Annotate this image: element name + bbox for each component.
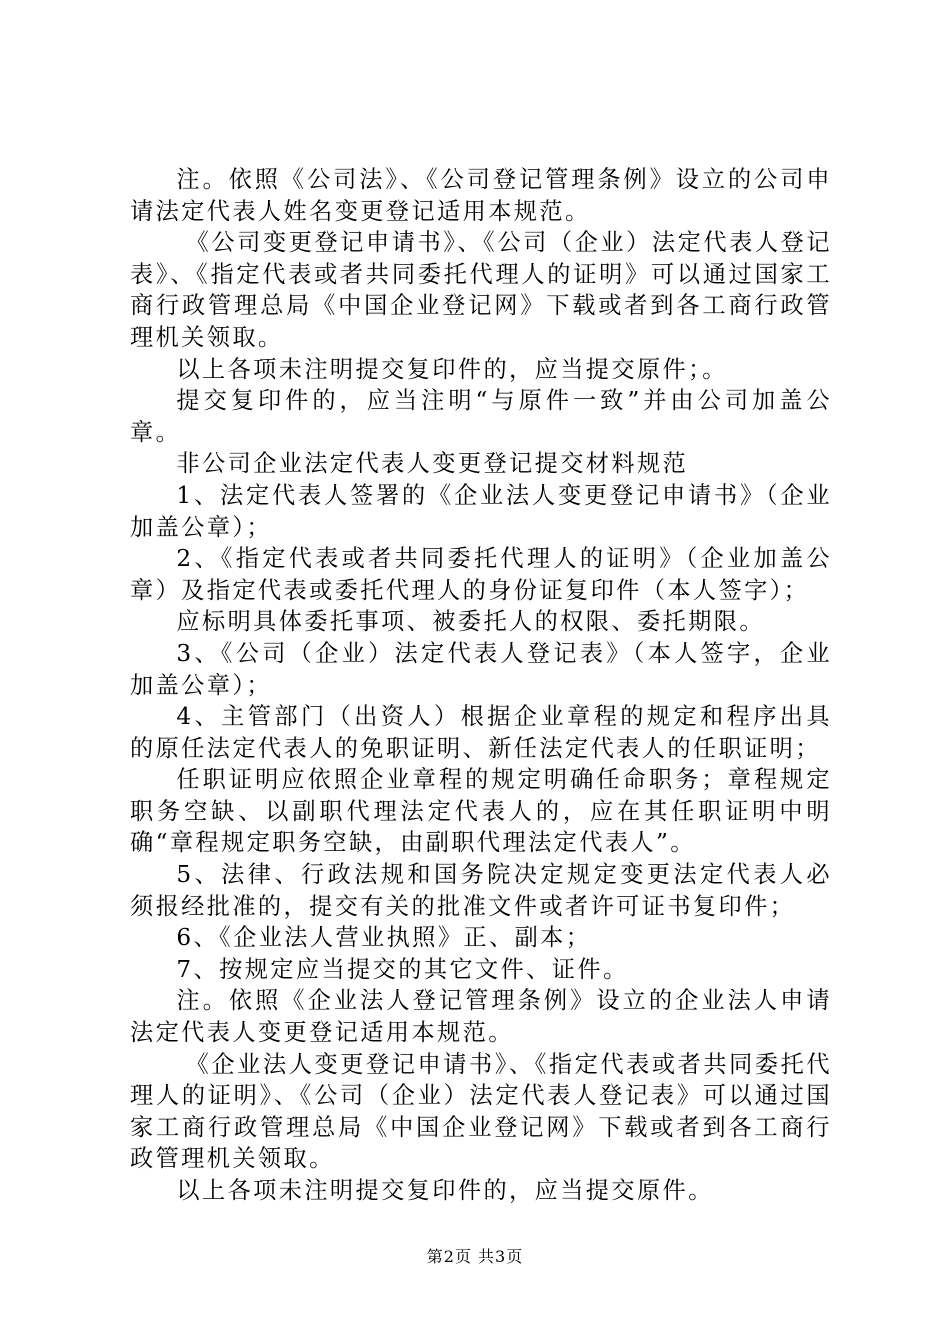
paragraph-enterprise-note: 注。依照《企业法人登记管理条例》设立的企业法人申请法定代表人变更登记适用本规范。 [130, 987, 832, 1047]
paragraph-enterprise-forms: 《企业法人变更登记申请书》、《指定代表或者共同委托代理人的证明》、《公司（企业）法定代表人登记表》可以通过国家工商行政管理总局《中国企业登记网》下载或者到各工商行政管理机关领取。 [130, 1050, 832, 1173]
list-item-5: 5、法律、行政法规和国务院决定规定变更法定代表人必须报经批准的，提交有关的批准文件或者许可证书复印件； [130, 861, 832, 920]
paragraph-originals-final: 以上各项未注明提交复印件的，应当提交原件。 [176, 1177, 714, 1204]
list-item-2: 2、《指定代表或者共同委托代理人的证明》（企业加盖公章）及指定代表或委托代理人的身份证复印件（本人签字）； [130, 545, 832, 604]
list-item-4-note: 任职证明应依照企业章程的规定明确任命职务；章程规定职务空缺、以副职代理法定代表人的，应在其任职证明中明确“章程规定职务空缺，由副职代理法定代表人”。 [130, 766, 832, 857]
page-number-footer: 第2页 共3页 [426, 1247, 524, 1266]
paragraph-company-note: 注。依照《公司法》、《公司登记管理条例》设立的公司申请法定代表人姓名变更登记适用本规范。 [130, 166, 832, 225]
document-body [130, 164, 832, 1207]
list-item-7: 7、按规定应当提交的其它文件、证件。 [176, 955, 629, 983]
list-item-6: 6、《企业法人营业执照》正、副本； [176, 924, 592, 952]
list-item-3: 3、《公司（企业）法定代表人登记表》（本人签字，企业加盖公章）； [130, 639, 832, 699]
paragraph-copy-annotation: 提交复印件的，应当注明“与原件一致”并由公司加盖公章。 [130, 387, 832, 446]
paragraph-company-forms: 《公司变更登记申请书》、《公司（企业）法定代表人登记表》、《指定代表或者共同委托代理人的证明》可以通过国家工商行政管理总局《中国企业登记网》下载或者到各工商行政管理机关领取。 [130, 229, 832, 351]
list-item-1: 1、法定代表人签署的《企业法人变更登记申请书》（企业加盖公章）； [130, 481, 832, 541]
paragraph-originals-required: 以上各项未注明提交复印件的，应当提交原件；。 [176, 355, 728, 383]
list-item-2-note: 应标明具体委托事项、被委托人的权限、委托期限。 [176, 608, 765, 636]
list-item-4: 4、主管部门（出资人）根据企业章程的规定和程序出具的原任法定代表人的免职证明、新任法定代表人的任职证明； [130, 703, 832, 762]
section-heading-non-company: 非公司企业法定代表人变更登记提交材料规范 [176, 450, 689, 478]
